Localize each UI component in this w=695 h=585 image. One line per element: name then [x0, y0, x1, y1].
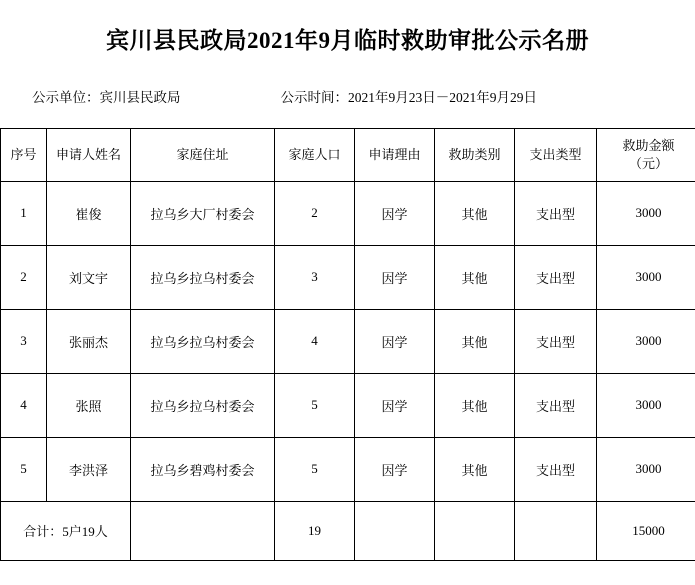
table-footer-row	[1, 501, 695, 560]
table-row	[1, 181, 695, 245]
table-row	[1, 245, 695, 309]
cell-population: 4	[275, 309, 355, 373]
cell-address: 拉乌乡大厂村委会	[131, 181, 275, 245]
cell-name: 张照	[47, 373, 131, 437]
cell-population: 2	[275, 181, 355, 245]
cell-reason: 因学	[355, 181, 435, 245]
cell-category: 其他	[435, 245, 515, 309]
column-header-amount-line2: （元）	[628, 155, 668, 171]
cell-address: 拉乌乡拉乌村委会	[131, 309, 275, 373]
cell-address: 拉乌乡碧鸡村委会	[131, 437, 275, 501]
cell-amount: 3000	[597, 373, 695, 437]
column-header-amount	[597, 128, 695, 181]
cell-category: 其他	[435, 309, 515, 373]
cell-population: 5	[275, 373, 355, 437]
cell-no: 5	[1, 437, 47, 501]
cell-no: 2	[1, 245, 47, 309]
cell-no: 1	[1, 181, 47, 245]
table-body	[1, 181, 695, 501]
cell-reason: 因学	[355, 373, 435, 437]
cell-expense-type: 支出型	[515, 437, 597, 501]
table-row	[1, 437, 695, 501]
publishing-unit: 公示单位：宾川县民政局	[32, 89, 181, 105]
column-header-expense-type: 支出类型	[515, 128, 597, 181]
document-meta	[0, 86, 695, 106]
cell-expense-type: 支出型	[515, 309, 597, 373]
column-header-amount-line1: 救助金额	[622, 138, 675, 154]
column-header-population: 家庭人口	[275, 128, 355, 181]
cell-address: 拉乌乡拉乌村委会	[131, 245, 275, 309]
cell-population: 3	[275, 245, 355, 309]
cell-category: 其他	[435, 373, 515, 437]
column-header-category: 救助类别	[435, 128, 515, 181]
cell-expense-type: 支出型	[515, 373, 597, 437]
cell-address: 拉乌乡拉乌村委会	[131, 373, 275, 437]
cell-amount: 3000	[597, 437, 695, 501]
cell-category: 其他	[435, 437, 515, 501]
publishing-period: 公示时间：2021年9月23日－2021年9月29日	[280, 89, 537, 105]
footer-blank-reason	[355, 501, 435, 560]
column-header-reason: 申请理由	[355, 128, 435, 181]
cell-expense-type: 支出型	[515, 181, 597, 245]
table-row	[1, 373, 695, 437]
cell-name: 刘文宇	[47, 245, 131, 309]
footer-blank-address	[131, 501, 275, 560]
table-header-row	[1, 128, 695, 181]
cell-name: 张丽杰	[47, 309, 131, 373]
page-title: 宾川县民政局2021年9月临时救助审批公示名册	[106, 28, 589, 53]
cell-amount: 3000	[597, 245, 695, 309]
cell-reason: 因学	[355, 245, 435, 309]
cell-amount: 3000	[597, 309, 695, 373]
footer-total-population: 19	[275, 501, 355, 560]
column-header-name: 申请人姓名	[47, 128, 131, 181]
table-row	[1, 309, 695, 373]
footer-total-amount: 15000	[597, 501, 695, 560]
footer-blank-expense-type	[515, 501, 597, 560]
footer-blank-category	[435, 501, 515, 560]
cell-reason: 因学	[355, 309, 435, 373]
column-header-address: 家庭住址	[131, 128, 275, 181]
cell-no: 4	[1, 373, 47, 437]
register-table	[0, 128, 695, 561]
cell-expense-type: 支出型	[515, 245, 597, 309]
cell-name: 李洪泽	[47, 437, 131, 501]
cell-category: 其他	[435, 181, 515, 245]
footer-total-label: 合计：5户19人	[1, 501, 131, 560]
cell-name: 崔俊	[47, 181, 131, 245]
cell-reason: 因学	[355, 437, 435, 501]
cell-no: 3	[1, 309, 47, 373]
column-header-no: 序号	[1, 128, 47, 181]
cell-population: 5	[275, 437, 355, 501]
cell-amount: 3000	[597, 181, 695, 245]
